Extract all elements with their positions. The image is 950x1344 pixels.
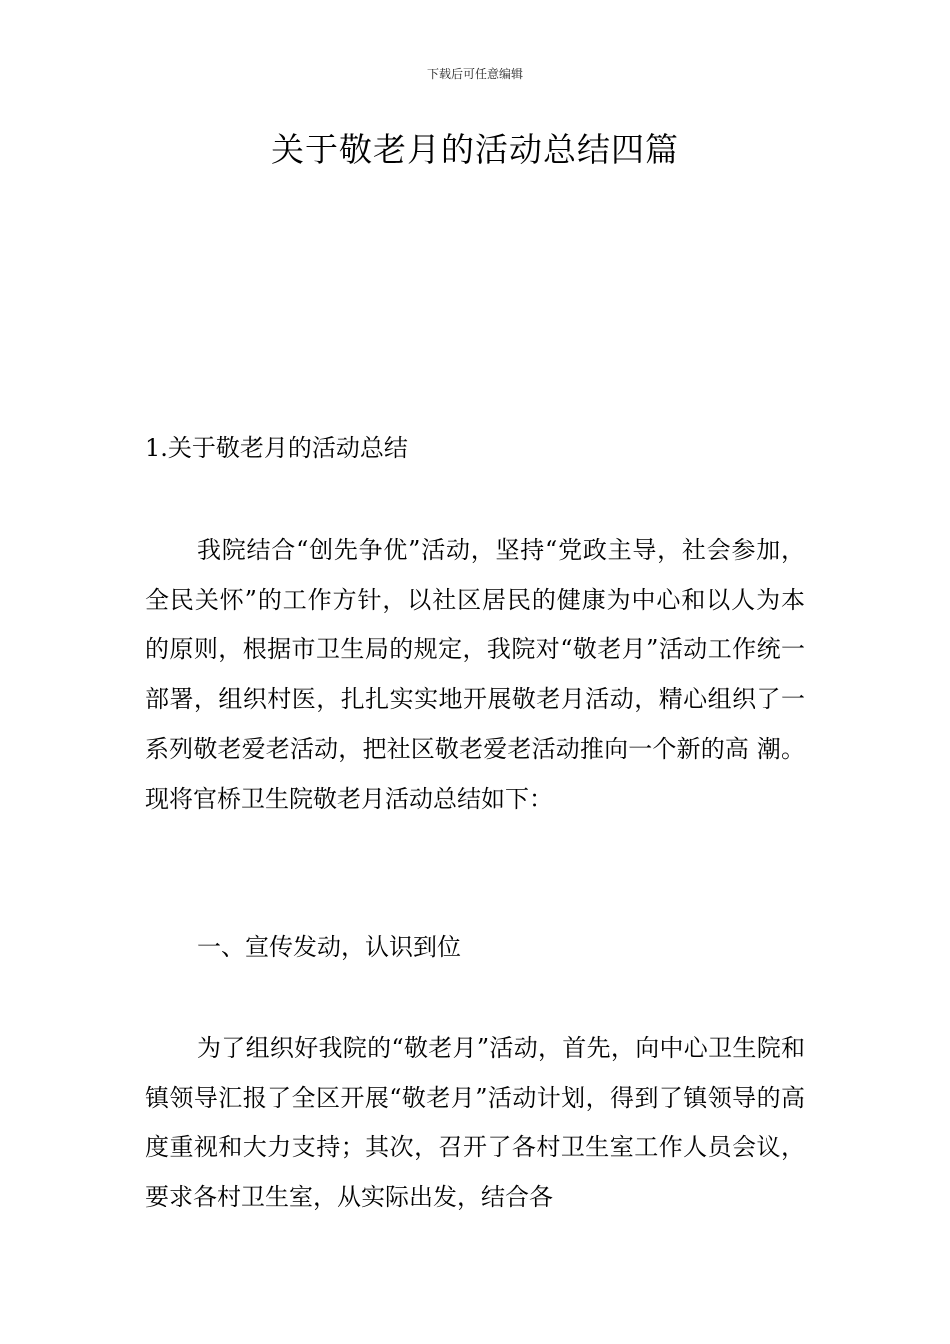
section-heading: 1.关于敬老月的活动总结 xyxy=(145,434,408,462)
document-title: 关于敬老月的活动总结四篇 xyxy=(271,130,679,169)
header-note: 下载后可任意编辑 xyxy=(426,67,523,81)
body-paragraph-2: 为了组织好我院的“敬老月”活动，首先，向中心卫生院和镇领导汇报了全区开展“敬老月”活动计划，得到了镇领导的高度重视和大力支持；其次，召开了各村卫生室工作人员会议，要求各村卫生室，从实际出发，结合各 xyxy=(145,1034,805,1212)
sub-heading: 一、宣传发动，认识到位 xyxy=(197,933,461,961)
body-paragraph-1: 我院结合“创先争优”活动，坚持“党政主导，社会参加，全民关怀”的工作方针，以社区居民的健康为中心和以人为本的原则，根据市卫生局的规定，我院对“敬老月”活动工作统一部署，组织村医，扎扎实实地开展敬老月活动，精心组织了一系列敬老爱老活动，把社区敬老爱老活动推向一个新的高 潮。现将官桥卫生院敬老月活动总结如下： xyxy=(145,536,805,813)
